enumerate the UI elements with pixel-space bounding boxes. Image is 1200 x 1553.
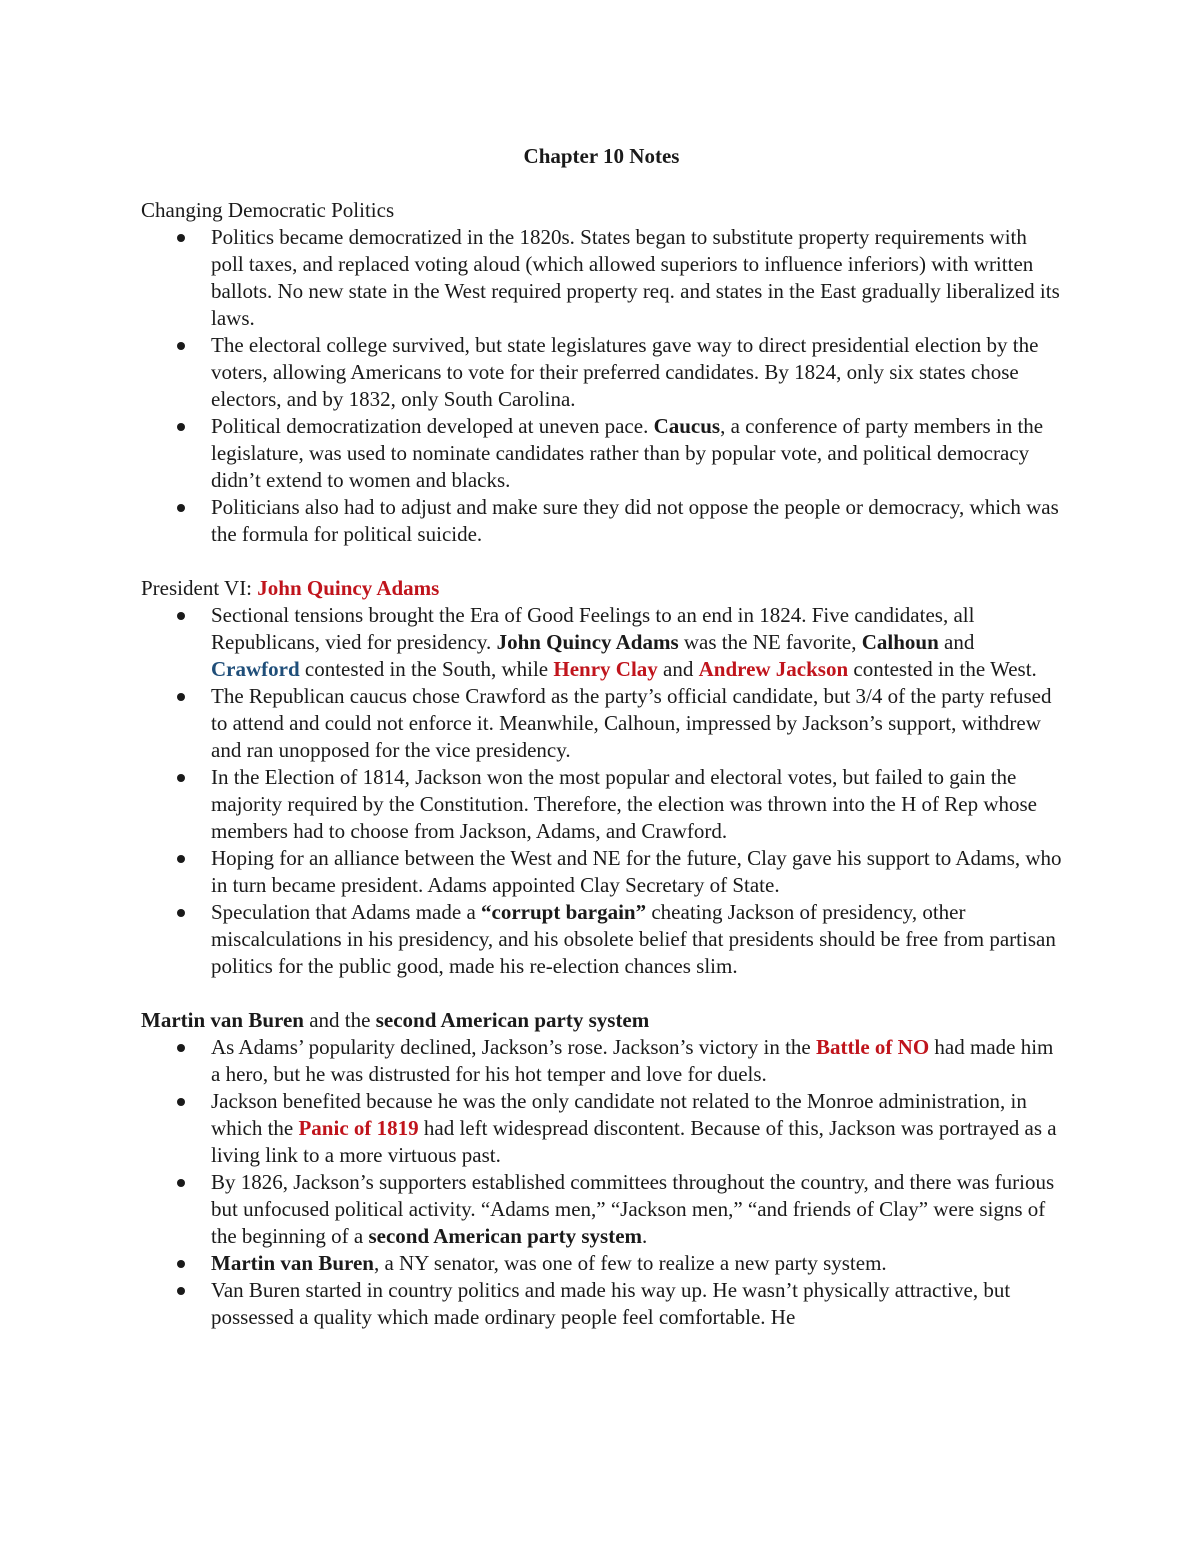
emphasis-text: second American party system bbox=[375, 1008, 650, 1032]
emphasis-text: John Quincy Adams bbox=[496, 630, 679, 654]
text-run: Politics became democratized in the 1820s. States began to substitute property requirements with poll taxes, and replaced voting aloud (which allowed superiors to influence inferiors) with written ballots. No new state in the West required property req. and states in the East gradually liberalized its laws. bbox=[211, 225, 1060, 330]
emphasis-text: Martin van Buren bbox=[211, 1251, 374, 1275]
text-run: By 1826, Jackson’s supporters established committees throughout the country, and there was furious but unfocused political activity. “Adams men,” “Jackson men,” “and friends of Clay” were signs of the beginning of a bbox=[211, 1170, 1055, 1248]
bullet-list bbox=[141, 602, 1062, 980]
bullet-item bbox=[211, 845, 1062, 899]
text-run: In the Election of 1814, Jackson won the most popular and electoral votes, but failed to gain the majority required by the Constitution. Therefore, the election was thrown into the H of Rep whose members had to choose from Jackson, Adams, and Crawford. bbox=[211, 765, 1038, 843]
text-run: President VI: bbox=[141, 576, 258, 600]
bullet-item bbox=[211, 764, 1062, 845]
bullet-dot-icon bbox=[177, 423, 185, 431]
emphasis-text: Crawford bbox=[211, 657, 300, 681]
bullet-item bbox=[211, 683, 1062, 764]
section-heading bbox=[141, 1007, 1062, 1034]
bullet-item bbox=[211, 1169, 1062, 1250]
text-run: and bbox=[938, 630, 975, 654]
bullet-item bbox=[211, 1250, 1062, 1277]
text-run: Van Buren started in country politics and made his way up. He wasn’t physically attractive, but possessed a quality which made ordinary people feel comfortable. He bbox=[211, 1278, 1011, 1329]
text-run: and the bbox=[303, 1008, 376, 1032]
notes-section bbox=[141, 575, 1062, 980]
bullet-dot-icon bbox=[177, 855, 185, 863]
emphasis-text: Andrew Jackson bbox=[698, 657, 849, 681]
text-run: Politicians also had to adjust and make sure they did not oppose the people or democracy, which was the formula for political suicide. bbox=[211, 495, 1059, 546]
bullet-item bbox=[211, 413, 1062, 494]
bullet-item bbox=[211, 1034, 1062, 1088]
bullet-list bbox=[141, 224, 1062, 548]
notes-section bbox=[141, 1007, 1062, 1331]
bullet-list bbox=[141, 1034, 1062, 1331]
bullet-dot-icon bbox=[177, 1287, 185, 1295]
bullet-item bbox=[211, 899, 1062, 980]
text-run: Political democratization developed at uneven pace. bbox=[211, 414, 654, 438]
text-run: cheating Jackson of presidency, other miscalculations in his presidency, and his obsolete belief that presidents should be free from partisan politics for the public good, made his re-election chances slim. bbox=[211, 900, 1056, 978]
section-heading bbox=[141, 575, 1062, 602]
bullet-item bbox=[211, 494, 1062, 548]
bullet-dot-icon bbox=[177, 1044, 185, 1052]
text-run: , a conference of party members in the legislature, was used to nominate candidates rather than by popular vote, and political democracy didn’t extend to women and blacks. bbox=[211, 414, 1044, 492]
emphasis-text: Caucus bbox=[653, 414, 721, 438]
emphasis-text: Battle of NO bbox=[816, 1035, 930, 1059]
bullet-dot-icon bbox=[177, 909, 185, 917]
bullet-dot-icon bbox=[177, 1098, 185, 1106]
document-title: Chapter 10 Notes bbox=[523, 144, 680, 168]
text-run: was the NE favorite, bbox=[678, 630, 862, 654]
text-run: Speculation that Adams made a bbox=[211, 900, 482, 924]
bullet-dot-icon bbox=[177, 1260, 185, 1268]
bullet-dot-icon bbox=[177, 342, 185, 350]
text-run: Jackson benefited because he was the only candidate not related to the Monroe administration, in which the bbox=[211, 1089, 1027, 1140]
text-run: contested in the South, while bbox=[299, 657, 554, 681]
bullet-dot-icon bbox=[177, 612, 185, 620]
bullet-item bbox=[211, 1277, 1062, 1331]
text-run: , a NY senator, was one of few to realize a new party system. bbox=[373, 1251, 887, 1275]
text-run: had made him a hero, but he was distrusted for his hot temper and love for duels. bbox=[211, 1035, 1054, 1086]
text-run: The electoral college survived, but state legislatures gave way to direct presidential election by the voters, allowing Americans to vote for their preferred candidates. By 1824, only six states chose electors, and by 1832, only South Carolina. bbox=[211, 333, 1039, 411]
bullet-dot-icon bbox=[177, 774, 185, 782]
text-run: . bbox=[642, 1224, 648, 1248]
document-body bbox=[141, 197, 1062, 1331]
emphasis-text: Martin van Buren bbox=[141, 1008, 304, 1032]
bullet-item bbox=[211, 224, 1062, 332]
emphasis-text: Panic of 1819 bbox=[298, 1116, 419, 1140]
bullet-item bbox=[211, 332, 1062, 413]
notes-section bbox=[141, 197, 1062, 548]
text-run: Hoping for an alliance between the West and NE for the future, Clay gave his support to Adams, who in turn became president. Adams appointed Clay Secretary of State. bbox=[211, 846, 1062, 897]
emphasis-text: “corrupt bargain” bbox=[481, 900, 647, 924]
bullet-item bbox=[211, 602, 1062, 683]
bullet-dot-icon bbox=[177, 693, 185, 701]
text-run: had left widespread discontent. Because of this, Jackson was portrayed as a living link to a more virtuous past. bbox=[211, 1116, 1057, 1167]
text-run: and bbox=[657, 657, 699, 681]
text-run: contested in the West. bbox=[848, 657, 1037, 681]
text-run: The Republican caucus chose Crawford as the party’s official candidate, but 3/4 of the party refused to attend and could not enforce it. Meanwhile, Calhoun, impressed by Jackson’s support, withdrew and ran unopposed for the vice presidency. bbox=[211, 684, 1052, 762]
text-run: Sectional tensions brought the Era of Good Feelings to an end in 1824. Five candidates, all Republicans, vied for presidency. bbox=[211, 603, 975, 654]
bullet-item bbox=[211, 1088, 1062, 1169]
emphasis-text: second American party system bbox=[368, 1224, 643, 1248]
emphasis-text: Henry Clay bbox=[553, 657, 658, 681]
section-heading bbox=[141, 197, 1062, 224]
emphasis-text: John Quincy Adams bbox=[257, 576, 440, 600]
emphasis-text: Calhoun bbox=[861, 630, 939, 654]
bullet-dot-icon bbox=[177, 504, 185, 512]
text-run: As Adams’ popularity declined, Jackson’s rose. Jackson’s victory in the bbox=[211, 1035, 817, 1059]
bullet-dot-icon bbox=[177, 1179, 185, 1187]
text-run: Changing Democratic Politics bbox=[141, 198, 395, 222]
bullet-dot-icon bbox=[177, 234, 185, 242]
